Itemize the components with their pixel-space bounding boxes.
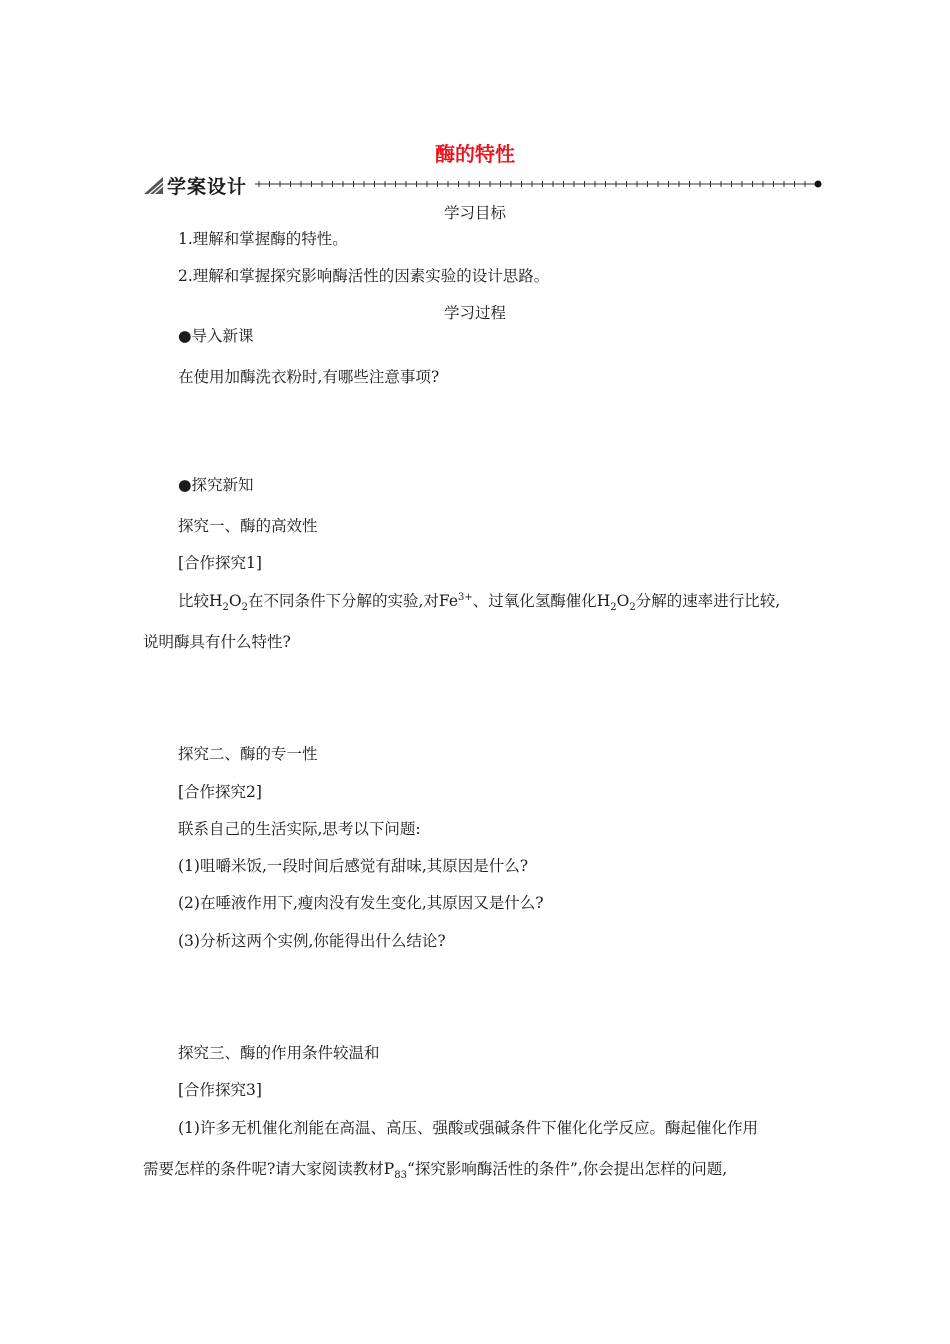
coop3-line-2: 需要怎样的条件呢?请大家阅读教材$P_{83}“$探究影响酶活性的条件”,你会提出怎样的问题,	[143, 1160, 728, 1182]
explore2-title: 探究二、酶的专一性	[178, 745, 318, 763]
coop3-label: [合作探究3]	[178, 1081, 262, 1099]
explore1-title: 探究一、酶的高效性	[178, 517, 318, 535]
goal-1: 1.理解和掌握酶的特性。	[178, 230, 348, 248]
coop1-text-line2: 说明酶具有什么特性?	[143, 633, 291, 651]
explore-bullet: ●探究新知	[178, 476, 254, 494]
coop2-label: [合作探究2]	[178, 783, 262, 801]
coop2-question-1: (1)咀嚼米饭,一段时间后感觉有甜味,其原因是什么?	[178, 857, 529, 875]
intro-bullet: ●导入新课	[178, 327, 254, 345]
coop2-question-2: (2)在唾液作用下,瘦肉没有发生变化,其原因又是什么?	[178, 894, 544, 912]
page-title: 酶的特性	[435, 142, 515, 166]
coop1-text: 比较$H_2O_2$在不同条件下分解的实验,对$Fe^{3+}$、过氧化氢酶催化$H_2O_2$分解的速率进行比较,	[178, 591, 781, 614]
coop2-intro: 联系自己的生活实际,思考以下问题:	[178, 820, 421, 838]
coop2-question-3: (3)分析这两个实例,你能得出什么结论?	[178, 932, 446, 950]
heading-goals: 学习目标	[443, 204, 506, 222]
section-banner	[143, 170, 823, 198]
intro-question: 在使用加酶洗衣粉时,有哪些注意事项?	[178, 368, 440, 386]
explore3-title: 探究三、酶的作用条件较温和	[178, 1044, 380, 1062]
goal-2: 2.理解和掌握探究影响酶活性的因素实验的设计思路。	[178, 267, 550, 285]
coop1-label: [合作探究1]	[178, 554, 262, 572]
banner-wedge-icon	[143, 174, 165, 196]
coop3-line-1: (1)许多无机催化剂能在高温、高压、强酸或强碱条件下催化化学反应。酶起催化作用	[178, 1119, 758, 1137]
banner-label: 学案设计	[167, 176, 248, 198]
heading-process: 学习过程	[443, 304, 506, 322]
dotted-rule	[255, 174, 825, 194]
